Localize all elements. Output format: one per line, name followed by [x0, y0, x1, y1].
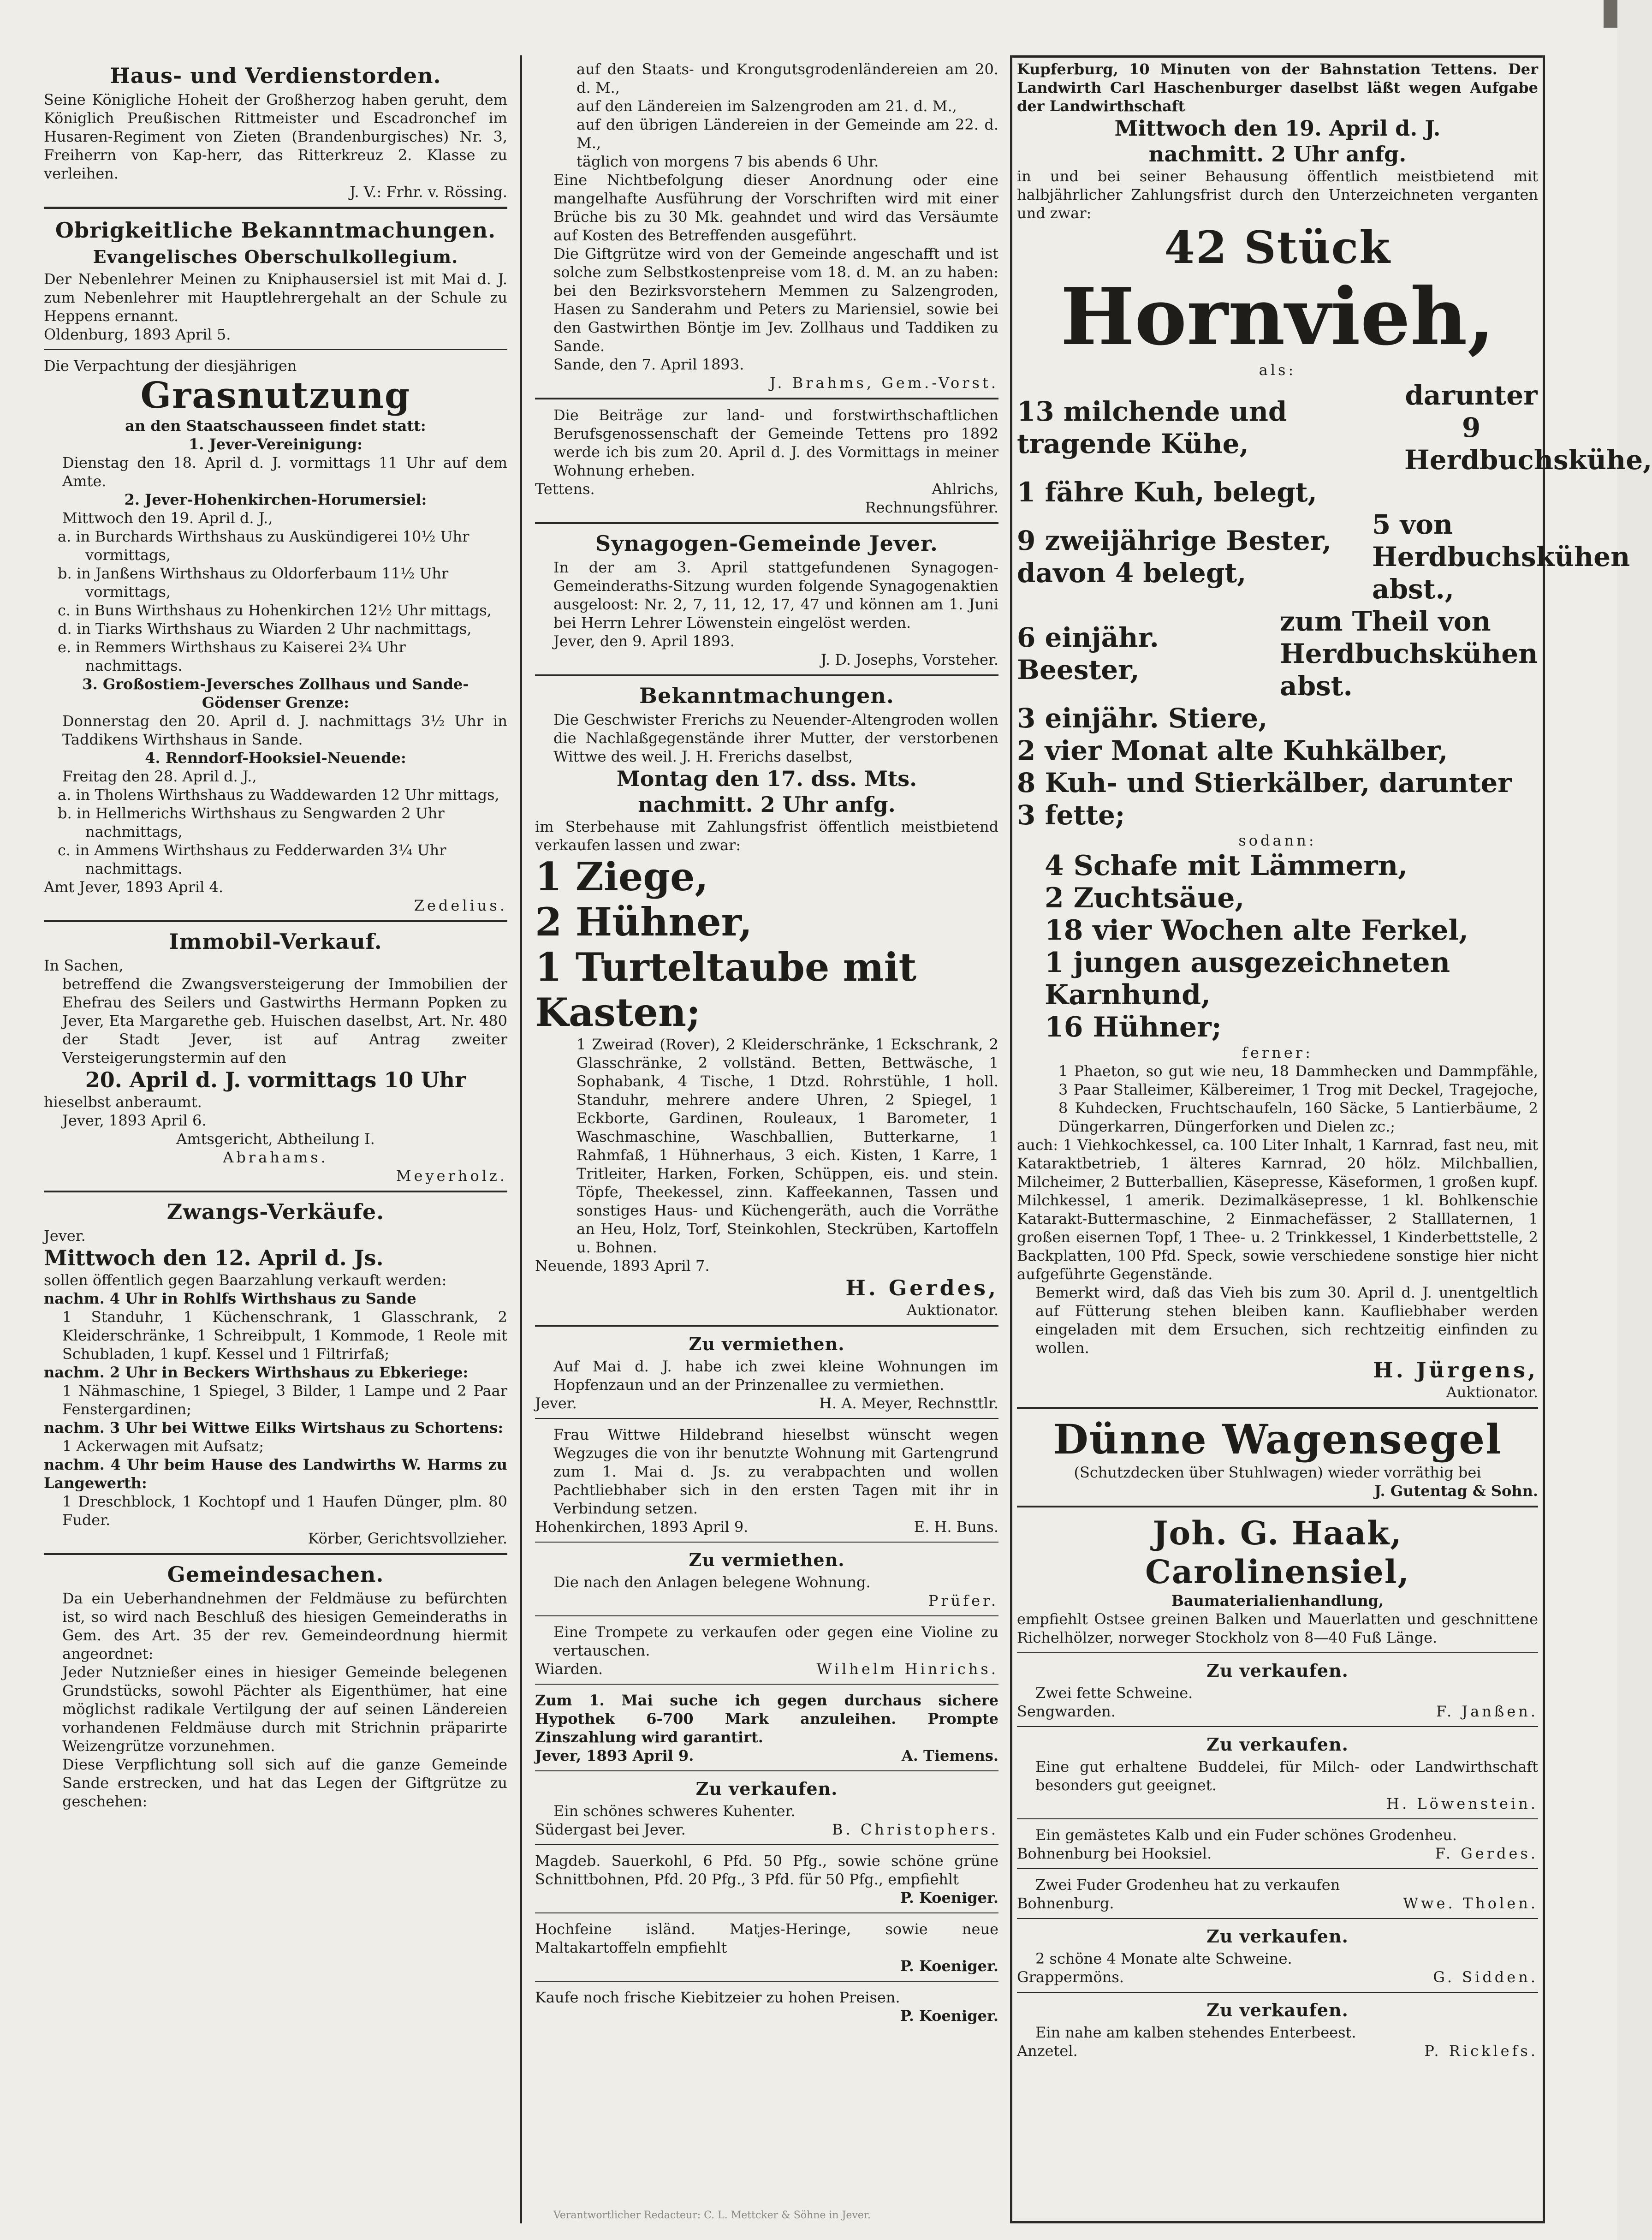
trom-text: Eine Trompete zu verkaufen oder gegen eine Violine zu vertauschen.	[553, 1623, 998, 1659]
animal-row-1	[1017, 379, 1652, 476]
duenne-title: Dünne Wagensegel	[1053, 1415, 1502, 1463]
v4-sign-row	[1017, 1894, 1538, 1912]
divider	[44, 207, 507, 209]
v6-sign-row	[1017, 2042, 1538, 2060]
animal-4-note: zum Theil von Herdbuchskühen abst.	[1280, 606, 1538, 702]
bek-sign2: Auktionator.	[906, 1301, 998, 1319]
v6-sign: P. Ricklefs.	[1424, 2042, 1538, 2060]
item-karnhund: 1 jungen ausgezeichneten Karnhund,	[1045, 947, 1450, 1011]
gras-date: Amt Jever, 1893 April 4.	[44, 878, 224, 896]
gras-3-text: Donnerstag den 20. April d. J. nachmittags 3½ Uhr in Taddikens Wirthshaus in Sande.	[62, 712, 507, 748]
animal-5: 3 einjähr. Stiere,	[1017, 703, 1268, 734]
bek-big3: 1 Turteltaube mit Kasten;	[535, 944, 917, 1035]
kupf-date1: Mittwoch den 19. April d. J.	[1114, 116, 1441, 141]
zwang-date: Mittwoch den 12. April d. Js.	[44, 1245, 384, 1270]
v2-sign: H. Löwenstein.	[1386, 1795, 1538, 1812]
immo-court: Amtsgericht, Abtheilung I.	[176, 1130, 375, 1148]
item-zuchtsaeue: 2 Zuchtsäue,	[1045, 882, 1245, 914]
immo-sign: Meyerholz.	[396, 1167, 507, 1185]
bek-sign1: H. Gerdes,	[845, 1275, 998, 1300]
gras-2d: d. in Tiarks Wirthshaus zu Wiarden 2 Uhr nachmittags,	[58, 620, 472, 637]
verk-place: Südergast bei Jever.	[535, 1821, 686, 1838]
zwang-c-text: 1 Ackerwagen mit Aufsatz;	[62, 1437, 264, 1455]
gras-2: 2. Jever-Hohenkirchen-Horumersiel:	[124, 491, 427, 508]
v3-place: Bohnenburg bei Hooksiel.	[1017, 1845, 1212, 1862]
gras-4: 4. Renndorf-Hooksiel-Neuende:	[145, 749, 406, 767]
v5-text: 2 schöne 4 Monate alte Schweine.	[1035, 1950, 1292, 1967]
verm-title: Zu vermiethen.	[689, 1334, 845, 1354]
v4-text: Zwei Fuder Grodenheu hat zu verkaufen	[1035, 1876, 1340, 1894]
beitr-sign1: Ahlrichs,	[932, 480, 998, 498]
syn-sign: J. D. Josephs, Vorsteher.	[820, 651, 998, 668]
kiebitz-sign: P. Koeniger.	[900, 2007, 998, 2025]
trom-place: Wiarden.	[535, 1660, 603, 1678]
v4-sign: Wwe. Tholen.	[1403, 1894, 1538, 1912]
verm2-sign: Prüfer.	[928, 1592, 998, 1609]
gem-date: Sande, den 7. April 1893.	[553, 356, 744, 373]
bemerkt: Bemerkt wird, daß das Vieh bis zum 30. April d. J. unentgeltlich auf Fütterung stehen bleiben kann. Kaufliebhaber werden eingeladen mit dem Ersuchen, sich rechtzeitig einfinden zu wollen.	[1035, 1284, 1538, 1357]
zwang-b-text: 1 Nähmaschine, 1 Spiegel, 3 Bilder, 1 Lampe und 2 Paar Fenstergardinen;	[62, 1382, 507, 1418]
item-schafe: 4 Schafe mit Lämmern,	[1045, 850, 1408, 882]
animal-row-3	[1017, 508, 1630, 605]
bek-title: Bekanntmachungen.	[639, 683, 894, 708]
gem-sign: J. Brahms, Gem.-Vorst.	[770, 374, 998, 392]
ferner: ferner:	[1242, 1044, 1313, 1061]
divider	[1017, 1407, 1538, 1409]
beitr-sign-row	[535, 480, 998, 498]
matj-sign: P. Koeniger.	[900, 1957, 998, 1975]
item-huehner: 16 Hühner;	[1045, 1011, 1222, 1043]
v3-sign-row	[1017, 1844, 1538, 1863]
immo-title: Immobil-Verkauf.	[169, 929, 382, 954]
beitr-place: Tettens.	[535, 480, 595, 498]
v6-text: Ein nahe am kalben stehendes Enterbeest.	[1035, 2024, 1356, 2041]
kupf-text: Kupferburg, 10 Minuten von der Bahnstation Tettens. Der Landwirth Carl Haschenburger daselbst läßt wegen Aufgabe der Landwirthschaft	[1017, 60, 1538, 115]
divider	[535, 1418, 998, 1419]
divider	[1017, 1506, 1538, 1507]
gras-2c: c. in Buns Wirthshaus zu Hohenkirchen 12½ Uhr mittags,	[58, 602, 492, 619]
divider	[535, 1912, 998, 1913]
kupf-date2: nachmitt. 2 Uhr anfg.	[1148, 142, 1407, 167]
zwang-d-text: 1 Dreschblock, 1 Kochtopf und 1 Haufen Dünger, plm. 80 Fuder.	[62, 1493, 507, 1529]
v2-title: Zu verkaufen.	[1206, 1734, 1349, 1755]
zwang-title: Zwangs-Verkäufe.	[166, 1199, 385, 1224]
gras-1-text: Dienstag den 18. April d. J. vormittags 11 Uhr auf dem Amte.	[62, 454, 507, 490]
divider	[535, 1981, 998, 1982]
divider	[535, 522, 998, 524]
item-ferkel: 18 vier Wochen alte Ferkel,	[1045, 914, 1469, 947]
hyp-date: Jever, 1893 April 9.	[535, 1747, 694, 1764]
hyp-sign-row	[535, 1746, 998, 1765]
gras-2-text: Mittwoch den 19. April d. J.,	[62, 509, 273, 527]
trom-sign: Wilhelm Hinrichs.	[816, 1660, 998, 1678]
animal-3-note: 5 von Herdbuchskühen abst.,	[1372, 509, 1630, 605]
gem-cont5: Eine Nichtbefolgung dieser Anordnung oder eine mangelhafte Ausführung der Vorschriften wird mit einer Brüche bis zu 30 Mk. geahndet und wird das Versäumte auf Kosten des Betreffenden ausgeführt.	[553, 171, 998, 244]
gras-2b: b. in Janßens Wirthshaus zu Oldorferbaum 11½ Uhr vormittags,	[58, 565, 449, 601]
divider	[44, 1553, 507, 1555]
gem-title: Gemeindesachen.	[167, 1562, 384, 1587]
gras-2e: e. in Remmers Wirthshaus zu Kaiserei 2¾ Uhr nachmittags.	[58, 638, 406, 674]
animal-row-4	[1017, 605, 1538, 702]
v3-text: Ein gemästetes Kalb und ein Fuder schönes Grodenheu.	[1035, 1826, 1457, 1844]
v4-place: Bohnenburg.	[1017, 1894, 1114, 1912]
divider	[535, 1770, 998, 1771]
kupf-als: als:	[1259, 361, 1296, 379]
auch-text: auch: 1 Viehkochkessel, ca. 100 Liter Inhalt, 1 Karnrad, fast neu, mit Kataraktbetrieb, 1 älteres Karnrad, 20 hölz. Milchballien, Milcheimer, 2 Butterballien, Käsepresse, Käseformen, 1 großen kupf. Milchkessel, 1 amerik. Dezimalkäsepresse, 1 kl. Bohlkenschie Katarakt-Buttermaschine, 2 Einmachefässer, 2 Stalllaternen, 1 großen eisernen Topf, 1 Thee- u. 2 Trinkkessel, 1 Kinderbettstelle, 2 Backplatten, 100 Pfd. Speck, sowie verschiedene sonstige hier nicht aufgeführte Gegenstände.	[1017, 1136, 1538, 1283]
hild-date: Hohenkirchen, 1893 April 9.	[535, 1518, 749, 1536]
gem-text2: Jeder Nutznießer eines in hiesiger Gemeinde belegenen Grundstücks, sowohl Pächter als Eigenthümer, hat eine möglichst radikale Vertilgung der auf seinen Ländereien vorhandenen Feldmäuse durch mit Strichnin präparirte Weizengrütze vorzunehmen.	[62, 1663, 507, 1755]
divider	[535, 1684, 998, 1685]
zwang-c: nachm. 3 Uhr bei Wittwe Eilks Wirtshaus zu Schortens:	[44, 1419, 504, 1436]
immo-name: Abrahams.	[223, 1149, 328, 1166]
divider	[1017, 1918, 1538, 1919]
ober-text: Der Nebenlehrer Meinen zu Kniphausersiel ist mit Mai d. J. zum Nebenlehrer mit Hauptlehrergehalt an der Schule zu Heppens ernannt.	[44, 270, 507, 325]
divider	[1017, 1868, 1538, 1869]
duenne-text: (Schutzdecken über Stuhlwagen) wieder vorräthig bei	[1074, 1464, 1481, 1481]
gras-intro: Die Verpachtung der diesjährigen	[44, 357, 297, 375]
verk-title: Zu verkaufen.	[695, 1778, 838, 1799]
zwang-a-text: 1 Standuhr, 1 Küchenschrank, 1 Glasschrank, 2 Kleiderschränke, 1 Schreibpult, 1 Kommode, 1 Reole mit Schubladen, 1 kupf. Kessel und 1 Filtrirfaß;	[62, 1308, 507, 1363]
ober-date: Oldenburg, 1893 April 5.	[44, 326, 231, 343]
hild-text: Frau Wittwe Hildebrand hieselbst wünscht wegen Wegzuges die von ihr benutzte Wohnung mit Gartengrund zum 1. Mai d. Js. zu verabpachten und wollen Pachtliebhaber sich in den ersten Tagen mit ihr in Verbindung setzen.	[553, 1426, 998, 1517]
v5-sign-row	[1017, 1968, 1538, 1986]
gras-2a: a. in Burchards Wirthshaus zu Auskündigerei 10½ Uhr vormittags,	[58, 528, 469, 564]
divider	[535, 1844, 998, 1845]
zwang-text: sollen öffentlich gegen Baarzahlung verkauft werden:	[44, 1271, 447, 1289]
orden-sign: J. V.: Frhr. v. Rössing.	[350, 183, 507, 201]
animal-1: 13 milchende und tragende Kühe,	[1017, 396, 1287, 459]
v5-place: Grappermöns.	[1017, 1968, 1124, 1986]
matj-text: Hochfeine isländ. Matjes-Heringe, sowie neue Maltakartoffeln empfiehlt	[535, 1920, 998, 1956]
immo-date: 20. April d. J. vormittags 10 Uhr	[85, 1067, 466, 1092]
bek-big2: 2 Hühner,	[535, 899, 753, 945]
zwang-b: nachm. 2 Uhr in Beckers Wirthshaus zu Ebkeriege:	[44, 1364, 469, 1381]
gras-4c: c. in Ammens Wirthshaus zu Fedderwarden 3¼ Uhr nachmittags.	[58, 841, 446, 877]
bek-list: 1 Zweirad (Rover), 2 Kleiderschränke, 1 Eckschrank, 2 Glasschränke, 2 vollständ. Betten, Bettwäsche, 1 Sophabank, 4 Tische, 1 Dtzd. Rohrstühle, 1 holl. Standuhr, mehrere andere Uhren, 2 Spiegel, 1 Eckborte, Gardinen, Rouleaux, 1 Barometer, 1 Waschmaschine, Waschballien, Butterkarne, 1 Rahmfaß, 1 Hühnerhaus, 3 eich. Kisten, 1 Karre, 1 Tritleiter, Harken, Forken, Schüppen, eis. und stein. Töpfe, Theekessel, zinn. Kaffeekannen, Tassen und sonstiges Haus- und Küchengeräth, auch die Vorräthe an Heu, Holz, Torf, Steinkohlen, Steckrüben, Kartoffeln u. Bohnen.	[576, 1036, 998, 1256]
hyp-sign: A. Tiemens.	[901, 1747, 998, 1764]
column-2	[535, 60, 998, 2025]
divider	[535, 1542, 998, 1543]
kupf-mega: Hornvieh,	[1060, 271, 1495, 363]
animal-4: 6 einjähr. Beester,	[1017, 622, 1159, 685]
bek-big1: 1 Ziege,	[535, 854, 708, 900]
divider	[535, 1325, 998, 1327]
kupf-sign2: Auktionator.	[1446, 1383, 1538, 1401]
bek-text2: im Sterbehause mit Zahlungsfrist öffentlich meistbietend verkaufen lassen und zwar:	[535, 818, 998, 854]
gras-4b: b. in Hellmerichs Wirthshaus zu Sengwarden 2 Uhr nachmittags,	[58, 804, 445, 840]
bek-text: Die Geschwister Frerichs zu Neuender-Altengroden wollen die Nachlaßgegenstände ihrer Mutter, der verstorbenen Wittwe des weil. J. H. Frerichs daselbst,	[553, 711, 998, 765]
divider	[1017, 1726, 1538, 1727]
haak-sub: Baumaterialienhandlung,	[1171, 1592, 1384, 1609]
duenne-sign: J. Gutentag & Sohn.	[1374, 1482, 1538, 1500]
column-1	[44, 60, 507, 1811]
beitr-text: Die Beiträge zur land- und forstwirthschaftlichen Berufsgenossenschaft der Gemeinde Tettens pro 1892 werde ich bis zum 20. April d. J. des Vormittags in meiner Wohnung erheben.	[553, 406, 998, 479]
immo-place: Jever, 1893 April 6.	[62, 1112, 207, 1129]
bek-date: Neuende, 1893 April 7.	[535, 1257, 710, 1275]
zwang-sign: Körber, Gerichtsvollzieher.	[308, 1530, 507, 1547]
animal-3: 9 zweijährige Bester, davon 4 belegt,	[1017, 525, 1332, 589]
zwang-d: nachm. 4 Uhr beim Hause des Landwirths W. Harms zu Langewerth:	[44, 1456, 507, 1492]
gras-sub: an den Staatschausseen findet statt:	[125, 417, 426, 435]
animal-7: 8 Kuh- und Stierkälber, darunter 3 fette;	[1017, 767, 1512, 831]
hyp-text: Zum 1. Mai suche ich gegen durchaus sichere Hypothek 6-700 Mark anzuleihen. Prompte Zinszahlung wird garantirt.	[535, 1692, 998, 1746]
ober-title: Evangelisches Oberschulkollegium.	[93, 246, 458, 267]
gras-1: 1. Jever-Vereinigung:	[189, 435, 362, 453]
zwang-a: nachm. 4 Uhr in Rohlfs Wirthshaus zu Sande	[44, 1290, 416, 1307]
divider	[1017, 1818, 1538, 1819]
divider	[535, 674, 998, 676]
page-edge-mark	[1604, 0, 1617, 28]
animal-2: 1 fähre Kuh, belegt,	[1017, 477, 1317, 508]
column-3	[1017, 60, 1652, 2060]
verm-sign-row	[535, 1394, 998, 1412]
v3-sign: F. Gerdes.	[1435, 1845, 1538, 1862]
orden-text: Seine Königliche Hoheit der Großherzog haben geruht, dem Königlich Preußischen Rittmeister und Escadronchef im Husaren-Regiment von Zieten (Brandenburgisches) Nr. 3, Freiherrn von Kap-herr, das Ritterkreuz 2. Klasse zu verleihen.	[44, 91, 507, 182]
gem-text3: Diese Verpflichtung soll sich auf die ganze Gemeinde Sande erstrecken, und hat das Legen der Giftgrütze zu geschehen:	[62, 1756, 507, 1810]
gras-4a: a. in Tholens Wirthshaus zu Waddewarden 12 Uhr mittags,	[58, 786, 499, 804]
gem-cont4: täglich von morgens 7 bis abends 6 Uhr.	[576, 153, 879, 170]
v1-place: Sengwarden.	[1017, 1703, 1116, 1720]
column-divider	[520, 55, 522, 2223]
divider	[44, 349, 507, 350]
divider	[535, 1615, 998, 1616]
divider	[535, 398, 998, 399]
zwang-place: Jever.	[44, 1227, 86, 1245]
gem-text1: Da ein Ueberhandnehmen der Feldmäuse zu befürchten ist, so wird nach Beschluß des hiesigen Gemeinderaths in Gem. des Art. 35 der rev. Gemeindeordnung hiermit angeordnet:	[62, 1590, 507, 1662]
trom-sign-row	[535, 1660, 998, 1678]
v6-place: Anzetel.	[1017, 2042, 1078, 2060]
verk-sign-row	[535, 1820, 998, 1839]
verm2-text: Die nach den Anlagen belegene Wohnung.	[553, 1573, 871, 1591]
verm2-title: Zu vermiethen.	[689, 1549, 845, 1570]
verm-sign: H. A. Meyer, Rechnsttlr.	[819, 1394, 998, 1412]
gem-cont6: Die Giftgrütze wird von der Gemeinde angeschafft und ist solche zum Selbstkostenpreise vom 18. d. M. an zu haben: bei den Bezirksvorstehern Memmen zu Salzengroden, Hasen zu Sanderahm und Peters zu Mariensiel, sowie bei den Gastwirthen Böntje im Jev. Zollhaus und Taddiken zu Sande.	[553, 245, 998, 355]
gras-3: 3. Großostiem-Jeversches Zollhaus und Sande-Gödenser Grenze:	[82, 675, 469, 711]
v6-title: Zu verkaufen.	[1206, 2000, 1349, 2020]
orden-title: Haus- und Verdienstorden.	[110, 63, 441, 88]
v1-sign: F. Janßen.	[1436, 1703, 1538, 1720]
v1-title: Zu verkaufen.	[1206, 1660, 1349, 1681]
kiebitz-text: Kaufe noch frische Kiebitzeier zu hohen Preisen.	[535, 1989, 900, 2006]
gras-sign: Zedelius.	[414, 897, 507, 914]
immo-text: betreffend die Zwangsversteigerung der Immobilien der Ehefrau des Seilers und Gastwirths Hermann Popken zu Jever, Eta Margarethe geb. Huischen daselbst, Art. Nr. 480 der Stadt Jever, ist auf Antrag zweiter Versteigerungstermin auf den	[62, 975, 507, 1066]
haak-text: empfiehlt Ostsee greinen Balken und Mauerlatten und geschnittene Richelhölzer, norweger Stockholz von 8—40 Fuß Länge.	[1017, 1610, 1538, 1646]
beitr-sign2: Rechnungsführer.	[865, 499, 998, 516]
v5-sign: G. Sidden.	[1433, 1968, 1538, 1986]
syn-date: Jever, den 9. April 1893.	[553, 632, 735, 650]
obrig-title: Obrigkeitliche Bekanntmachungen.	[55, 218, 496, 243]
gras-title: Grasnutzung	[140, 375, 411, 417]
animal-6: 2 vier Monat alte Kuhkälber,	[1017, 735, 1448, 766]
kupf-sign1: H. Jürgens,	[1373, 1358, 1538, 1382]
sodann: sodann:	[1238, 832, 1317, 849]
v2-text: Eine gut erhaltene Buddelei, für Milch- oder Landwirthschaft besonders gut geeignet.	[1035, 1758, 1538, 1794]
bek-date2: nachmitt. 2 Uhr anfg.	[638, 792, 896, 817]
syn-title: Synagogen-Gemeinde Jever.	[595, 531, 938, 556]
gem-cont3: auf den übrigen Ländereien in der Gemeinde am 22. d. M.,	[576, 116, 998, 152]
kupf-text2: in und bei seiner Behausung öffentlich meistbietend mit halbjährlicher Zahlungsfrist durch den Unterzeichneten verganten und zwar:	[1017, 167, 1538, 222]
bek-date1: Montag den 17. dss. Mts.	[616, 766, 917, 791]
divider	[1017, 1992, 1538, 1993]
verk-text: Ein schönes schweres Kuhenter.	[553, 1802, 796, 1820]
hild-sign: E. H. Buns.	[914, 1518, 998, 1536]
gem-cont1: auf den Staats- und Krongutsgrodenländereien am 20. d. M.,	[576, 60, 998, 96]
page-footer: Verantwortlicher Redacteur: C. L. Mettcker & Söhne in Jever.	[553, 2210, 871, 2221]
verk-sign: B. Christophers.	[832, 1821, 998, 1838]
animal-1-note: darunter 9 Herdbuchskühe,	[1404, 380, 1652, 476]
gras-4-text: Freitag den 28. April d. J.,	[62, 768, 257, 785]
divider	[1017, 1652, 1538, 1653]
haak-title: Joh. G. Haak, Carolinensiel,	[1145, 1514, 1410, 1591]
verm-text: Auf Mai d. J. habe ich zwei kleine Wohnungen im Hopfenzaun und an der Prinzenallee zu vermiethen.	[553, 1358, 998, 1394]
divider	[44, 920, 507, 922]
sauer-sign: P. Koeniger.	[900, 1889, 998, 1906]
ferner-text: 1 Phaeton, so gut wie neu, 18 Dammhecken und Dammpfähle, 3 Paar Stalleimer, Kälbereimer, 1 Trog mit Deckel, Tragejoche, 8 Kuhdecken, Fruchtschaufeln, 160 Säcke, 5 Lantierbäume, 2 Düngerkarren, Düngerforken und Dielen zc.;	[1058, 1062, 1538, 1135]
sauer-text: Magdeb. Sauerkohl, 6 Pfd. 50 Pfg., sowie schöne grüne Schnittbohnen, Pfd. 20 Pfg., 3 Pfd. für 50 Pfg., empfiehlt	[535, 1852, 998, 1888]
gem-cont2: auf den Ländereien im Salzengroden am 21. d. M.,	[576, 97, 957, 115]
v5-title: Zu verkaufen.	[1206, 1926, 1349, 1947]
verm-place: Jever.	[535, 1394, 577, 1412]
syn-text: In der am 3. April stattgefundenen Synagogen-Gemeinderaths-Sitzung wurden folgende Synagogenaktien ausgeloost: Nr. 2, 7, 11, 12, 17, 47 und können am 1. Juni bei Herrn Lehrer Löwenstein eingelöst werden.	[553, 559, 998, 631]
v1-text: Zwei fette Schweine.	[1035, 1684, 1193, 1702]
v1-sign-row	[1017, 1702, 1538, 1721]
immo-text2: hieselbst anberaumt.	[44, 1093, 202, 1111]
kupf-big: 42 Stück	[1164, 221, 1391, 274]
divider	[44, 1191, 507, 1192]
immo-line1: In Sachen,	[44, 957, 124, 974]
hild-sign-row	[535, 1518, 998, 1536]
